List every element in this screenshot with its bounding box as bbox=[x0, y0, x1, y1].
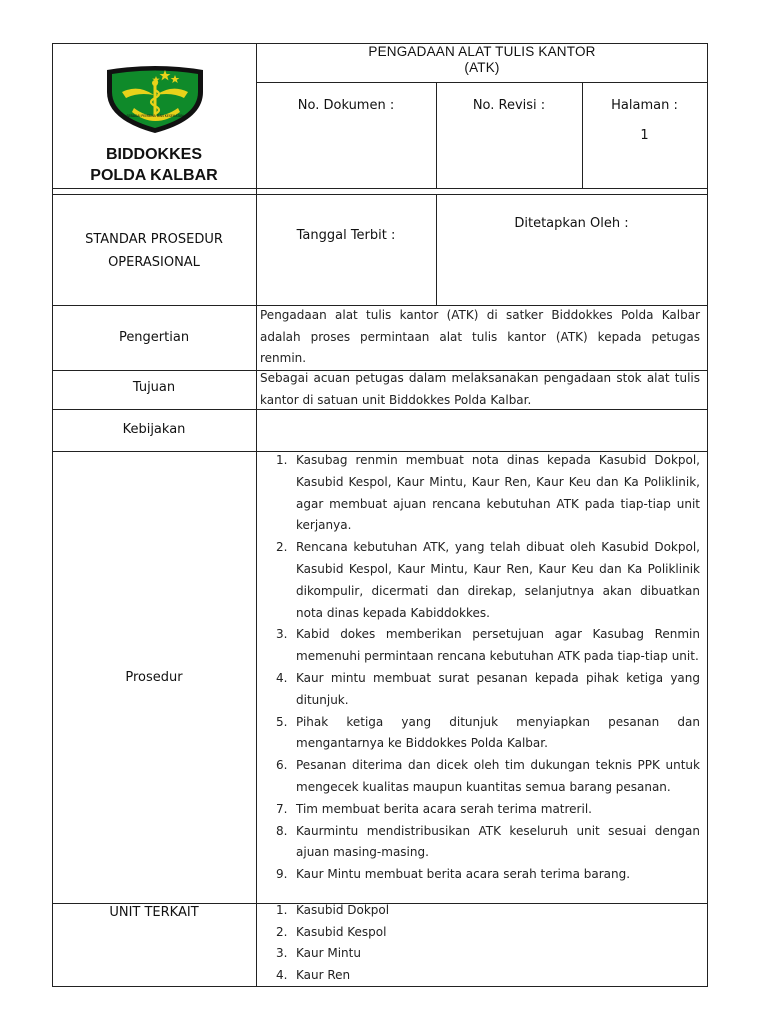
prosedur-label: Prosedur bbox=[125, 670, 183, 685]
list-item bbox=[264, 922, 700, 944]
org-name bbox=[52, 144, 256, 186]
list-item bbox=[264, 712, 700, 756]
list-item bbox=[264, 900, 700, 922]
list-item-number: 1. bbox=[276, 903, 288, 917]
list-item-text: Kaur Mintu bbox=[296, 946, 361, 960]
sop-line1: STANDAR PROSEDUR bbox=[85, 232, 223, 247]
ditetapkan-oleh-label: Ditetapkan Oleh : bbox=[514, 216, 629, 231]
list-item-text: Kasubid Dokpol bbox=[296, 903, 390, 917]
list-item-number: 2. bbox=[276, 540, 288, 555]
list-item-text: Kaurmintu mendistribusikan ATK keseluruh unit sesuai dengan ajuan masing-masing. bbox=[296, 823, 700, 860]
prosedur-list-container bbox=[264, 450, 700, 886]
list-item-number: 6. bbox=[276, 758, 288, 773]
list-item-number: 3. bbox=[276, 627, 288, 642]
list-item-text: Kaur Mintu membuat berita acara serah terima barang. bbox=[296, 867, 631, 882]
list-item-text: Kaur Ren bbox=[296, 967, 351, 982]
list-item-text: Kasubid Kespol bbox=[296, 924, 387, 939]
list-item bbox=[264, 755, 700, 799]
list-item-number: 7. bbox=[276, 801, 288, 816]
tanggal-terbit-label: Tanggal Terbit : bbox=[296, 228, 396, 243]
list-item-number: 1. bbox=[276, 453, 288, 467]
list-item bbox=[264, 624, 700, 668]
list-item-text: Tim membuat berita acara serah terima matreril. bbox=[296, 801, 592, 816]
list-item-number: 4. bbox=[276, 670, 288, 685]
logo-motto: SEBAGAI PEMBINA DAN KESEHATAN bbox=[126, 114, 184, 118]
list-item bbox=[264, 821, 700, 865]
pengertian-text: Pengadaan alat tulis kantor (ATK) di satker Biddokkes Polda Kalbar adalah proses permintaan alat tulis kantor (ATK) kepada petugas renmin. bbox=[260, 308, 700, 365]
list-item-number: 3. bbox=[276, 946, 288, 960]
tujuan-text: Sebagai acuan petugas dalam melaksanakan pengadaan stok alat tulis kantor di satuan unit Biddokkes Polda Kalbar. bbox=[260, 371, 700, 407]
list-item-text: Pesanan diterima dan dicek oleh tim dukungan teknis PPK untuk mengecek kualitas maupun kuantitas semua barang pesanan. bbox=[296, 758, 700, 794]
list-item-text: Kaur mintu membuat surat pesanan kepada pihak ketiga yang ditunjuk. bbox=[296, 670, 700, 707]
halaman-value: 1 bbox=[640, 128, 649, 143]
list-item-text: Rencana kebutuhan ATK, yang telah dibuat oleh Kasubid Dokpol, Kasubid Kespol, Kaur Mintu, Kaur Ren, Kaur Keu dan Ka Poliklinik dikompulir, dicermati dan direkap, selanjutnya akan dibuatkan nota dinas kepada Kabiddokkes. bbox=[296, 540, 700, 620]
kebijakan-label: Kebijakan bbox=[122, 422, 186, 437]
list-item-text: Kasubag renmin membuat nota dinas kepada Kasubid Dokpol, Kasubid Kespol, Kaur Mintu, Kaur Ren, Kaur Keu dan Ka Poliklinik, agar membuat ajuan rencana kebutuhan ATK pada tiap-tiap unit kerjanya. bbox=[296, 453, 700, 533]
list-item-number: 4. bbox=[276, 967, 288, 982]
list-item-text: Pihak ketiga yang ditunjuk menyiapkan pesanan dan mengantarnya ke Biddokkes Polda Kalbar. bbox=[296, 714, 700, 751]
logo bbox=[104, 62, 206, 134]
list-item bbox=[264, 668, 700, 712]
shield-emblem-icon bbox=[104, 62, 206, 134]
prosedur-list bbox=[264, 450, 700, 886]
sop-line2: OPERASIONAL bbox=[108, 255, 200, 270]
list-item bbox=[264, 943, 700, 965]
title-line2: (ATK) bbox=[464, 60, 500, 75]
tujuan-label: Tujuan bbox=[132, 380, 176, 395]
sop-title bbox=[52, 228, 256, 274]
org-line2: POLDA KALBAR bbox=[90, 167, 218, 184]
list-item-number: 2. bbox=[276, 924, 288, 939]
list-item bbox=[264, 537, 700, 624]
list-item bbox=[264, 799, 700, 821]
pengertian-label: Pengertian bbox=[118, 330, 190, 345]
list-item bbox=[264, 965, 700, 987]
list-item-text: Kabid dokes memberikan persetujuan agar Kasubag Renmin memenuhi permintaan rencana kebutuhan ATK pada tiap-tiap unit. bbox=[296, 627, 700, 664]
list-item bbox=[264, 450, 700, 537]
no-revisi-label: No. Revisi : bbox=[472, 98, 546, 113]
unit-terkait-list bbox=[264, 900, 700, 986]
unit-terkait-label: UNIT TERKAIT bbox=[109, 905, 199, 920]
list-item bbox=[264, 864, 700, 886]
title-line1: PENGADAAN ALAT TULIS KANTOR bbox=[368, 44, 596, 59]
list-item-number: 8. bbox=[276, 823, 288, 838]
no-dokumen-label: No. Dokumen : bbox=[297, 98, 395, 113]
halaman-label: Halaman : bbox=[611, 98, 678, 113]
org-line1: BIDDOKKES bbox=[105, 146, 202, 163]
unit-terkait-list-container bbox=[264, 900, 700, 986]
list-item-number: 9. bbox=[276, 867, 288, 882]
document-title bbox=[256, 44, 708, 76]
list-item-number: 5. bbox=[276, 714, 288, 729]
